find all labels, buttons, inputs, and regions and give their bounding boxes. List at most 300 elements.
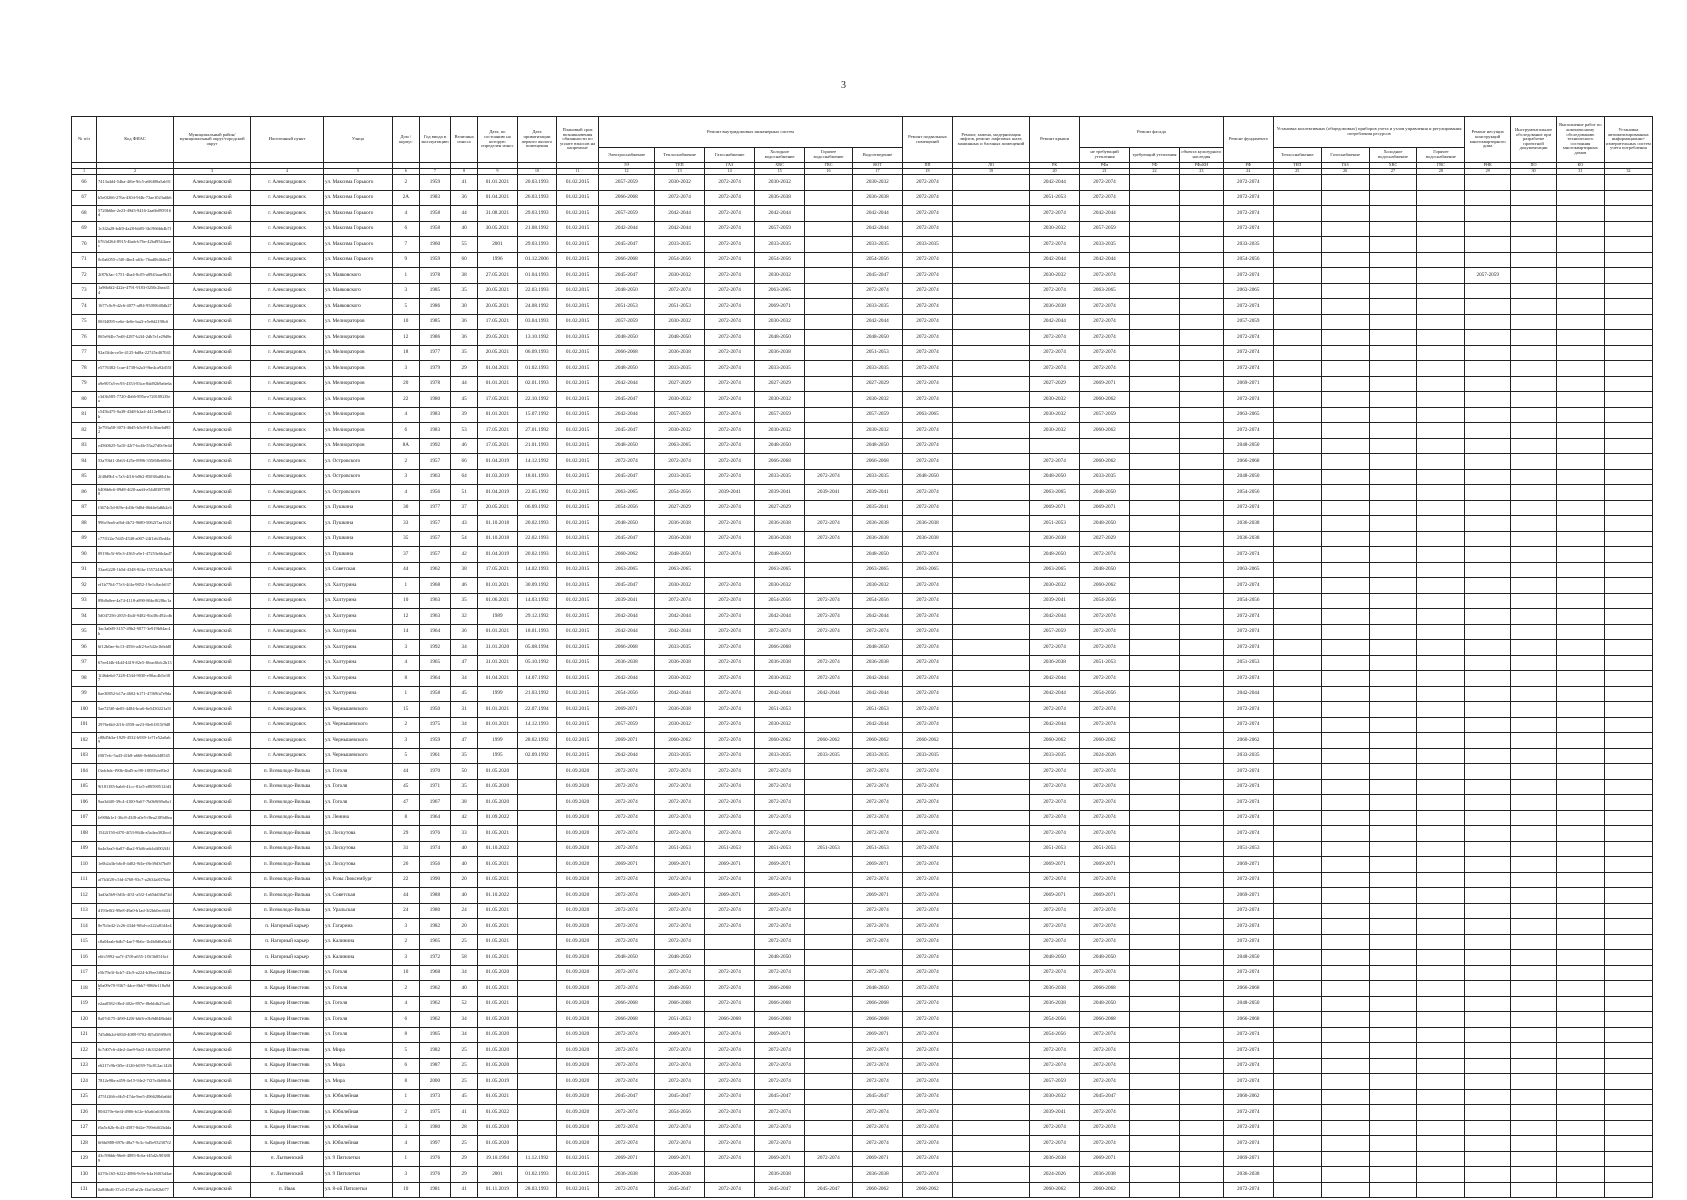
table-cell: 2072-2074 [705,454,755,470]
table-cell: ул. Мира [324,1058,393,1074]
table-cell [1511,640,1557,656]
table-row [72,1105,1653,1121]
table-cell: 2072-2074 [1223,624,1273,640]
table-cell: 1a96b6f2-422e-4791-9183-0250c2bea314 [96,283,173,299]
table-row [72,1058,1653,1074]
table-cell: Александровский [174,392,251,408]
table-cell: ул. Халтурина [324,686,393,702]
table-cell: 2072-2074 [903,206,953,222]
table-cell: 9 [392,252,419,268]
table-cell: 2072-2074 [1080,1043,1130,1059]
table-cell [1511,392,1557,408]
table-cell: 2063-2065 [1223,562,1273,578]
table-row [72,283,1653,299]
table-cell [1321,888,1369,904]
table-cell [1321,593,1369,609]
table-cell: 3ac3a0d9-3157-49b2-9077-3e919b04ac4b [96,624,173,640]
table-cell: 1980 [419,903,450,919]
table-cell [1130,872,1180,888]
table-cell: г. Александровск [251,392,324,408]
table-cell: 2063-2065 [598,485,654,501]
table-cell: 2072-2074 [1223,500,1273,516]
table-cell: 24 [392,903,419,919]
table-cell [1130,237,1180,253]
table-cell: 1964 [419,671,450,687]
table-cell: 2072-2074 [903,981,953,997]
table-cell [517,996,557,1012]
table-cell: 21.01.1993 [517,438,557,454]
table-cell [1465,314,1511,330]
table-cell: 2063-2065 [655,438,705,454]
table-cell [1130,1058,1180,1074]
column-index: 11 [557,169,599,175]
table-cell [1465,469,1511,485]
table-cell: 2072-2074 [903,764,953,780]
table-cell [1465,686,1511,702]
table-cell [1417,888,1465,904]
table-cell: 01.09.2022 [478,810,518,826]
table-cell: 2072-2074 [903,717,953,733]
table-cell: 2072-2074 [1030,330,1080,346]
table-cell [1556,1167,1604,1183]
table-cell: 2072-2074 [655,826,705,842]
table-cell: 2072-2074 [705,237,755,253]
table-cell [1273,485,1321,501]
table-cell [1604,1151,1652,1167]
table-cell [1465,810,1511,826]
table-cell: 2072-2074 [805,624,853,640]
table-cell [805,268,853,284]
table-cell [1465,950,1511,966]
table-cell: 2072-2074 [598,1120,654,1136]
table-cell: 1970 [419,764,450,780]
table-cell [1417,950,1465,966]
table-cell: 2060-2062 [1080,454,1130,470]
table-cell: 2042-2044 [598,609,654,625]
table-cell: 40 [451,857,478,873]
table-cell [1130,314,1180,330]
table-cell [1369,221,1417,237]
table-cell: 01.04.1993 [517,268,557,284]
table-cell [1273,283,1321,299]
table-cell [1465,283,1511,299]
table-cell: 02.01.1993 [517,376,557,392]
table-cell: 28.02.1992 [517,733,557,749]
table-cell: 01.05.2020 [478,795,518,811]
table-cell: 2045-2047 [655,1182,705,1198]
table-cell: 1995 [478,748,518,764]
table-cell: 18 [392,345,419,361]
table-cell: 2054-2056 [598,686,654,702]
table-cell: 2033-2035 [655,469,705,485]
table-cell: 01.09.2020 [557,779,599,795]
table-cell: ул. Чернышевского [324,748,393,764]
table-cell [1511,702,1557,718]
table-cell [517,1120,557,1136]
table-cell: 01.05.2021 [478,934,518,950]
table-cell: 2042-2044 [655,206,705,222]
table-cell: ул. Максима Горького [324,175,393,191]
table-cell: г. Александровск [251,640,324,656]
table-cell: 2072-2074 [1223,810,1273,826]
table-cell: 2048-2050 [852,981,902,997]
table-cell: 2072-2074 [705,748,755,764]
table-cell [1604,996,1652,1012]
table-cell: c3d3b585-7720-4b66-895a-e7201082f5ea [96,392,173,408]
table-cell [1180,1058,1224,1074]
table-cell: 2036-2038 [1030,531,1080,547]
column-index: 29 [1465,169,1511,175]
table-cell: 01.01.2021 [478,578,518,594]
table-cell: 2072-2074 [655,810,705,826]
table-cell: 1978 [419,376,450,392]
table-cell: 2048-2050 [852,330,902,346]
table-cell: 01.05.2020 [478,1058,518,1074]
table-cell: 01.04.2021 [478,361,518,377]
table-cell [805,1167,853,1183]
column-index: 13 [655,169,705,175]
table-cell [1556,810,1604,826]
table-cell: 2054-2056 [598,500,654,516]
table-cell: 4 [392,485,419,501]
table-cell: 2036-2038 [755,345,805,361]
table-cell: 44 [392,888,419,904]
col-electric: Электроснабжение [598,148,654,163]
table-cell [1417,237,1465,253]
table-cell: 2035-2041 [852,500,902,516]
table-cell: 2054-2056 [655,1105,705,1121]
table-cell [953,423,1030,439]
table-cell: 01.02.2015 [557,1167,599,1183]
table-cell: 06.09.1993 [517,345,557,361]
table-cell [1180,299,1224,315]
table-cell: 2060-2062 [1030,733,1080,749]
table-cell: 2066-2068 [598,252,654,268]
table-cell: 2060-2062 [1080,392,1130,408]
table-cell: 2072-2074 [903,795,953,811]
table-cell: 2042-2044 [1080,206,1130,222]
table-cell: ул. Гоголя [324,779,393,795]
table-cell: 72 [72,268,97,284]
table-cell [1130,454,1180,470]
table-cell: 31 [451,702,478,718]
table-cell: 2072-2074 [598,872,654,888]
table-cell: 1972 [419,950,450,966]
table-cell [1417,686,1465,702]
table-cell: 2069-2071 [655,888,705,904]
table-cell [1180,206,1224,222]
column-index: 28 [1417,169,1465,175]
table-cell: 6f6bf888-697b-48a7-9c3c-bd5e932307f2 [96,1136,173,1152]
column-code: ГВС [1417,163,1465,169]
table-cell [1369,500,1417,516]
table-cell: 2072-2074 [903,1120,953,1136]
table-cell: 2072-2074 [705,981,755,997]
table-cell: 2069-2071 [655,1027,705,1043]
table-cell [1465,624,1511,640]
table-cell: Александровский [174,485,251,501]
table-cell [1273,733,1321,749]
table-cell: 29.03.1993 [517,206,557,222]
table-cell [953,1167,1030,1183]
table-cell: 43 [451,516,478,532]
table-cell: 2054-2056 [1080,593,1130,609]
table-cell: 118 [72,981,97,997]
table-cell: 01.05.2021 [478,919,518,935]
table-cell [1369,469,1417,485]
table-cell [1556,330,1604,346]
table-cell: 100 [72,702,97,718]
table-cell: 1958 [419,206,450,222]
table-cell: 1957 [419,516,450,532]
table-cell [805,1136,853,1152]
table-cell: 2042-2044 [1030,717,1080,733]
table-cell [1556,1027,1604,1043]
table-cell [1604,485,1652,501]
table-cell: 01.09.2020 [557,934,599,950]
table-cell [1130,438,1180,454]
table-cell: 22 [392,392,419,408]
table-cell: 2030-2032 [1030,407,1080,423]
table-cell [1511,237,1557,253]
table-cell [805,996,853,1012]
table-cell: 2072-2074 [705,547,755,563]
table-cell: 01.02.2015 [557,686,599,702]
table-cell: ул. Островского [324,469,393,485]
table-cell: 2072-2074 [903,423,953,439]
table-cell: 2976e6fd-2f16-4558-ae23-8fe61815f9d8 [96,717,173,733]
table-cell: 1963 [419,593,450,609]
table-cell [1465,1182,1511,1198]
table-cell: 2072-2074 [1080,1027,1130,1043]
table-row [72,748,1653,764]
table-cell: 78 [72,361,97,377]
col-drainage: Водоотведение [852,148,902,163]
table-cell [1511,1182,1557,1198]
table-cell: 2072-2074 [655,934,705,950]
table-cell: 14.12.1992 [517,454,557,470]
table-cell [1180,950,1224,966]
column-code: ВОТ [852,163,902,169]
table-cell [1369,299,1417,315]
table-row [72,562,1653,578]
table-cell: 41 [451,1182,478,1198]
table-cell [1180,934,1224,950]
table-cell [1321,903,1369,919]
table-cell: ул. Юбилейная [324,1089,393,1105]
table-cell: 2072-2074 [1030,826,1080,842]
table-cell: 5 [392,1043,419,1059]
table-cell: 2048-2050 [1030,950,1080,966]
table-cell [805,919,853,935]
table-cell: 2072-2074 [598,965,654,981]
table-cell [953,1151,1030,1167]
table-cell: 3ad3a5b9-0d1b-4f31-a5f2-1a65dd36d72d [96,888,173,904]
table-cell: г. Александровск [251,609,324,625]
table-cell: г. Александровск [251,407,324,423]
table-row [72,764,1653,780]
table-cell: 2072-2074 [1030,702,1080,718]
table-cell: 1 [392,268,419,284]
table-cell [1511,748,1557,764]
table-cell: 2072-2074 [655,1120,705,1136]
table-cell: ул. Гоголя [324,795,393,811]
table-cell: 46 [451,578,478,594]
table-cell: 2048-2050 [598,330,654,346]
table-cell [1180,1043,1224,1059]
table-cell: 2060-2062 [1080,1182,1130,1198]
table-cell: 2072-2074 [705,733,755,749]
table-cell: 2045-2047 [655,1089,705,1105]
col-meter-gas: Газоснабжение [1321,148,1369,163]
table-cell: 66 [72,175,97,191]
table-cell: 01.02.2015 [557,330,599,346]
table-cell [1130,934,1180,950]
col-municipal: Муниципальный район/муниципальный округ/городской округ [174,117,251,163]
table-cell: 31 [392,841,419,857]
table-cell: 2030-2032 [655,423,705,439]
table-cell: Александровский [174,1167,251,1183]
table-row [72,392,1653,408]
table-cell [1180,562,1224,578]
table-cell: 2072-2074 [1080,299,1130,315]
table-cell: 1958 [419,686,450,702]
table-cell [1465,640,1511,656]
table-cell: 1976 [419,826,450,842]
table-cell: г. Александровск [251,748,324,764]
table-cell: 2033-2035 [852,361,902,377]
table-cell: 01.01.2021 [478,717,518,733]
table-cell [1080,438,1130,454]
table-cell: 01.02.1993 [517,361,557,377]
table-cell [1369,330,1417,346]
table-cell: 2072-2074 [705,1058,755,1074]
table-cell: 2072-2074 [705,686,755,702]
table-cell: 2072-2074 [705,283,755,299]
table-cell: Александровский [174,779,251,795]
table-cell [1604,361,1652,377]
table-cell [1604,330,1652,346]
table-cell: 17.05.2021 [478,392,518,408]
table-cell: Александровский [174,671,251,687]
table-cell: 2072-2074 [705,531,755,547]
table-cell: 27.01.1992 [517,423,557,439]
table-cell: 2066-2068 [705,1012,755,1028]
table-cell [1417,826,1465,842]
table-cell: 2027-2029 [755,376,805,392]
table-cell: 2072-2074 [1030,810,1080,826]
table-cell: 01.09.2020 [557,857,599,873]
table-cell: 01.02.2015 [557,268,599,284]
table-cell: 2066-2068 [1080,1012,1130,1028]
table-cell: 1 [392,1151,419,1167]
column-index: 32 [1604,169,1652,175]
table-cell: Александровский [174,717,251,733]
table-cell: 2060-2062 [903,1182,953,1198]
col-fias: Код ФИАС [96,117,173,163]
table-cell: 01.02.2015 [557,299,599,315]
table-cell [953,810,1030,826]
table-cell [1465,1105,1511,1121]
table-cell: 2069-2071 [755,888,805,904]
table-cell: 2072-2074 [1223,1182,1273,1198]
table-cell [1556,361,1604,377]
table-cell: 01.02.2015 [557,516,599,532]
table-cell: 2048-2050 [852,438,902,454]
table-cell: 2072-2074 [1030,345,1080,361]
table-cell [953,934,1030,950]
table-cell: Александровский [174,531,251,547]
table-cell [1321,438,1369,454]
table-cell: 1996 [478,252,518,268]
table-cell: 2072-2074 [1030,640,1080,656]
table-cell: 104 [72,764,97,780]
table-cell [1130,624,1180,640]
table-row [72,361,1653,377]
table-cell [1604,1105,1652,1121]
table-cell: 89 [72,531,97,547]
table-cell: 2069-2071 [852,1027,902,1043]
table-cell: г. Александровск [251,717,324,733]
table-cell [1321,965,1369,981]
table-cell: 2072-2074 [1030,283,1080,299]
table-cell: 2051-2053 [805,841,853,857]
table-cell [1273,252,1321,268]
table-cell: 1965 [419,934,450,950]
table-cell: ул. Юбилейная [324,1105,393,1121]
table-cell [953,299,1030,315]
table-cell: e2aa0582-f8e4-402e-897e-f8ebbfb25ca6 [96,996,173,1012]
table-cell: 2072-2074 [852,624,902,640]
table-cell: f3674c5d-0f9e-4d3b-9d0d-06d4e6d6b2e3 [96,500,173,516]
table-cell [1321,407,1369,423]
table-cell [1180,1136,1224,1152]
table-cell: 1964 [419,624,450,640]
table-cell: 2072-2074 [1080,1120,1130,1136]
table-cell: 36 [451,624,478,640]
column-code: ХВС [755,163,805,169]
table-cell [1465,1074,1511,1090]
table-cell: 50 [451,764,478,780]
table-cell: 30.09.1992 [517,578,557,594]
table-cell: 2066-2068 [1080,981,1130,997]
table-cell: г. Александровск [251,221,324,237]
table-cell: Александровский [174,562,251,578]
table-cell: Александровский [174,1182,251,1198]
column-code: ПО [1511,163,1557,169]
table-cell [1180,810,1224,826]
table-cell [1180,547,1224,563]
table-cell: ул. Мелиораторов [324,330,393,346]
table-cell: 29.03.1993 [517,237,557,253]
table-row [72,1136,1653,1152]
table-cell: 2042-2044 [852,686,902,702]
table-cell: 2066-2068 [852,1012,902,1028]
table-cell: 30 [392,500,419,516]
table-cell [1321,717,1369,733]
table-cell: c8a04eab-6db7-4ae7-9b6c-1b4b0d0a8af4 [96,934,173,950]
table-cell [1511,299,1557,315]
table-cell: 2072-2074 [1080,764,1130,780]
table-cell: 1677c0c9-d2c6-4077-af84-95f00648db27 [96,299,173,315]
table-cell: 2033-2035 [1223,748,1273,764]
table-cell: 2042-2044 [655,609,705,625]
table-cell [1369,640,1417,656]
table-cell: 05.10.1992 [517,655,557,671]
table-cell: п. Лытвенский [251,1151,324,1167]
table-cell: 2072-2074 [1080,624,1130,640]
table-cell [1130,423,1180,439]
